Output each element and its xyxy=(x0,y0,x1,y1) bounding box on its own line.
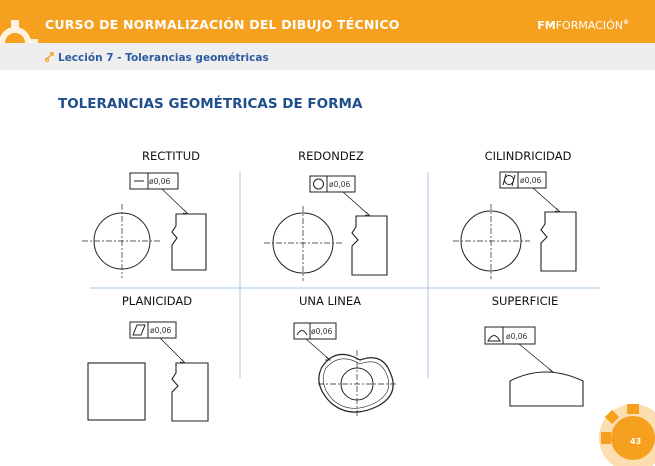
label-planicidad: PLANICIDAD xyxy=(121,294,193,308)
tolerance-planicidad: ø0,06 xyxy=(150,326,172,335)
drawing-superficie xyxy=(485,327,583,406)
label-rectitud: RECTITUD xyxy=(142,149,200,163)
label-cilindricidad: CILINDRICIDAD xyxy=(484,149,572,163)
tolerance-una-linea: ø0,06 xyxy=(311,327,333,336)
page-number: 43 xyxy=(630,437,642,446)
course-title: CURSO DE NORMALIZACIÓN DEL DIBUJO TÉCNICO xyxy=(45,17,400,32)
drawing-redondez xyxy=(264,176,387,281)
tolerance-rectitud: ø0,06 xyxy=(149,177,171,186)
label-superficie: SUPERFICIE xyxy=(491,294,559,308)
gear-icon xyxy=(585,386,655,466)
brand-formacion: FORMACIÓN xyxy=(555,19,623,32)
brand-fm: FM xyxy=(537,19,556,32)
tolerance-cilindricidad: ø0,06 xyxy=(520,176,542,185)
drawing-planicidad xyxy=(88,322,208,421)
brand-mark: ® xyxy=(623,19,629,26)
tolerance-redondez: ø0,06 xyxy=(329,180,351,189)
section-title: TOLERANCIAS GEOMÉTRICAS DE FORMA xyxy=(58,96,363,112)
drawing-una-linea xyxy=(294,323,398,418)
label-redondez: REDONDEZ xyxy=(298,149,364,163)
label-una-linea: UNA LINEA xyxy=(298,294,362,308)
tolerance-superficie: ø0,06 xyxy=(506,332,528,341)
grid-lines xyxy=(90,172,600,378)
lesson-title: Lección 7 - Tolerancias geométricas xyxy=(58,52,269,64)
drawing-rectitud xyxy=(82,173,206,278)
drawing-cilindricidad xyxy=(453,172,576,279)
